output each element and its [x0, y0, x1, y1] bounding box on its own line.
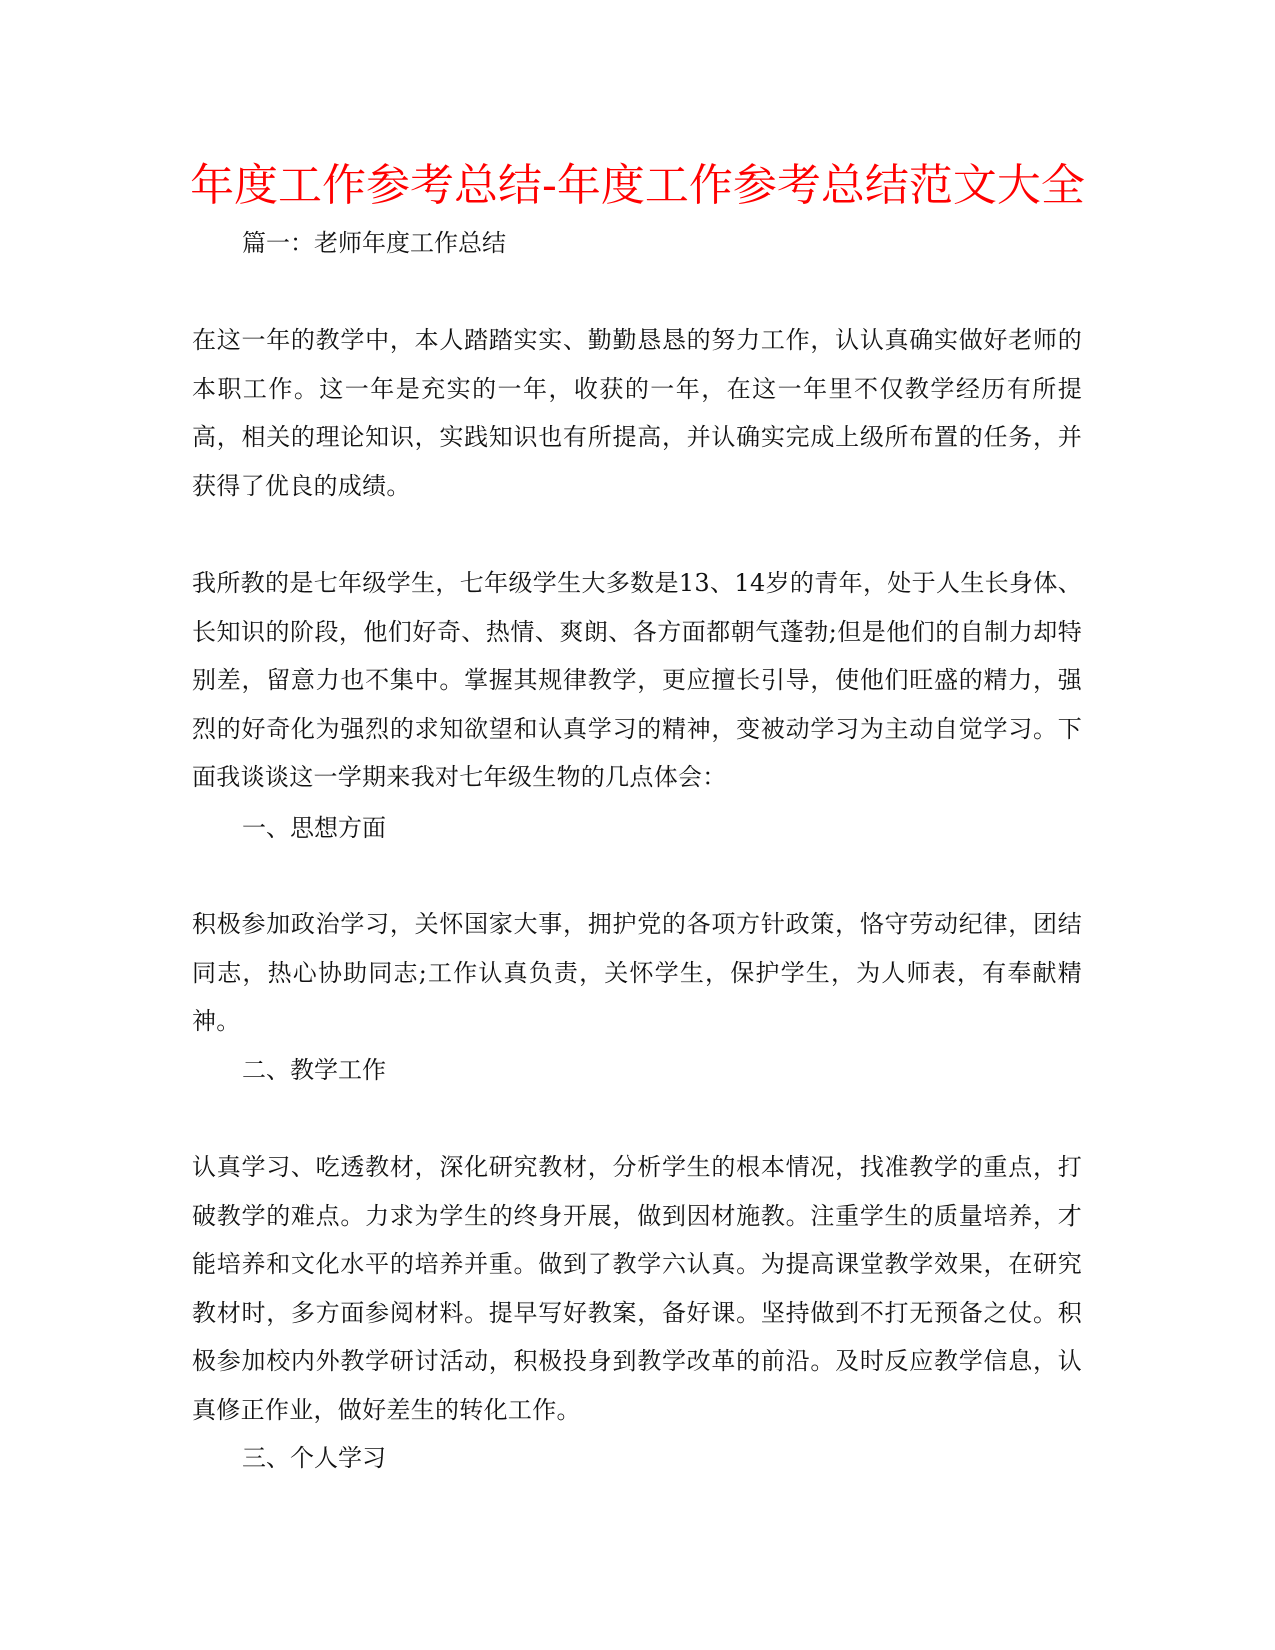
document-title: 年度工作参考总结-年度工作参考总结范文大全 — [190, 160, 1085, 211]
paragraph-intro: 在这一年的教学中，本人踏踏实实、勤勤恳恳的努力工作，认认真确实做好老师的本职工作。这一年是充实的一年，收获的一年，在这一年里不仅教学经历有所提高，相关的理论知识，实践知识也有所提高，并认确实完成上级所布置的任务，并获得了优良的成绩。 — [192, 326, 1082, 500]
section-heading-teaching: 二、教学工作 — [242, 1056, 386, 1084]
paragraph-thought: 积极参加政治学习，关怀国家大事，拥护党的各项方针政策，恪守劳动纪律，团结同志，热心协助同志;工作认真负责，关怀学生，保护学生，为人师表，有奉献精神。 — [192, 910, 1082, 1035]
paragraph-teaching: 认真学习、吃透教材，深化研究教材，分析学生的根本情况，找准教学的重点，打破教学的难点。力求为学生的终身开展，做到因材施教。注重学生的质量培养，才能培养和文化水平的培养并重。做到了教学六认真。为提高课堂教学效果，在研究教材时，多方面参阅材料。提早写好教案，备好课。坚持做到不打无预备之仗。积极参加校内外教学研讨活动，积极投身到教学改革的前沿。及时反应教学信息，认真修正作业，做好差生的转化工作。 — [192, 1153, 1082, 1424]
document-subtitle: 篇一：老师年度工作总结 — [242, 229, 506, 257]
paragraph-students: 我所教的是七年级学生，七年级学生大多数是13、14岁的青年，处于人生长身体、长知识的阶段，他们好奇、热情、爽朗、各方面都朝气蓬勃;但是他们的自制力却特别差，留意力也不集中。掌握其规律教学，更应擅长引导，使他们旺盛的精力，强烈的好奇化为强烈的求知欲望和认真学习的精神，变被动学习为主动自觉学习。下面我谈谈这一学期来我对七年级生物的几点体会： — [192, 569, 1082, 791]
section-heading-personal-study: 三、个人学习 — [242, 1444, 386, 1472]
section-heading-thought: 一、思想方面 — [242, 814, 386, 842]
